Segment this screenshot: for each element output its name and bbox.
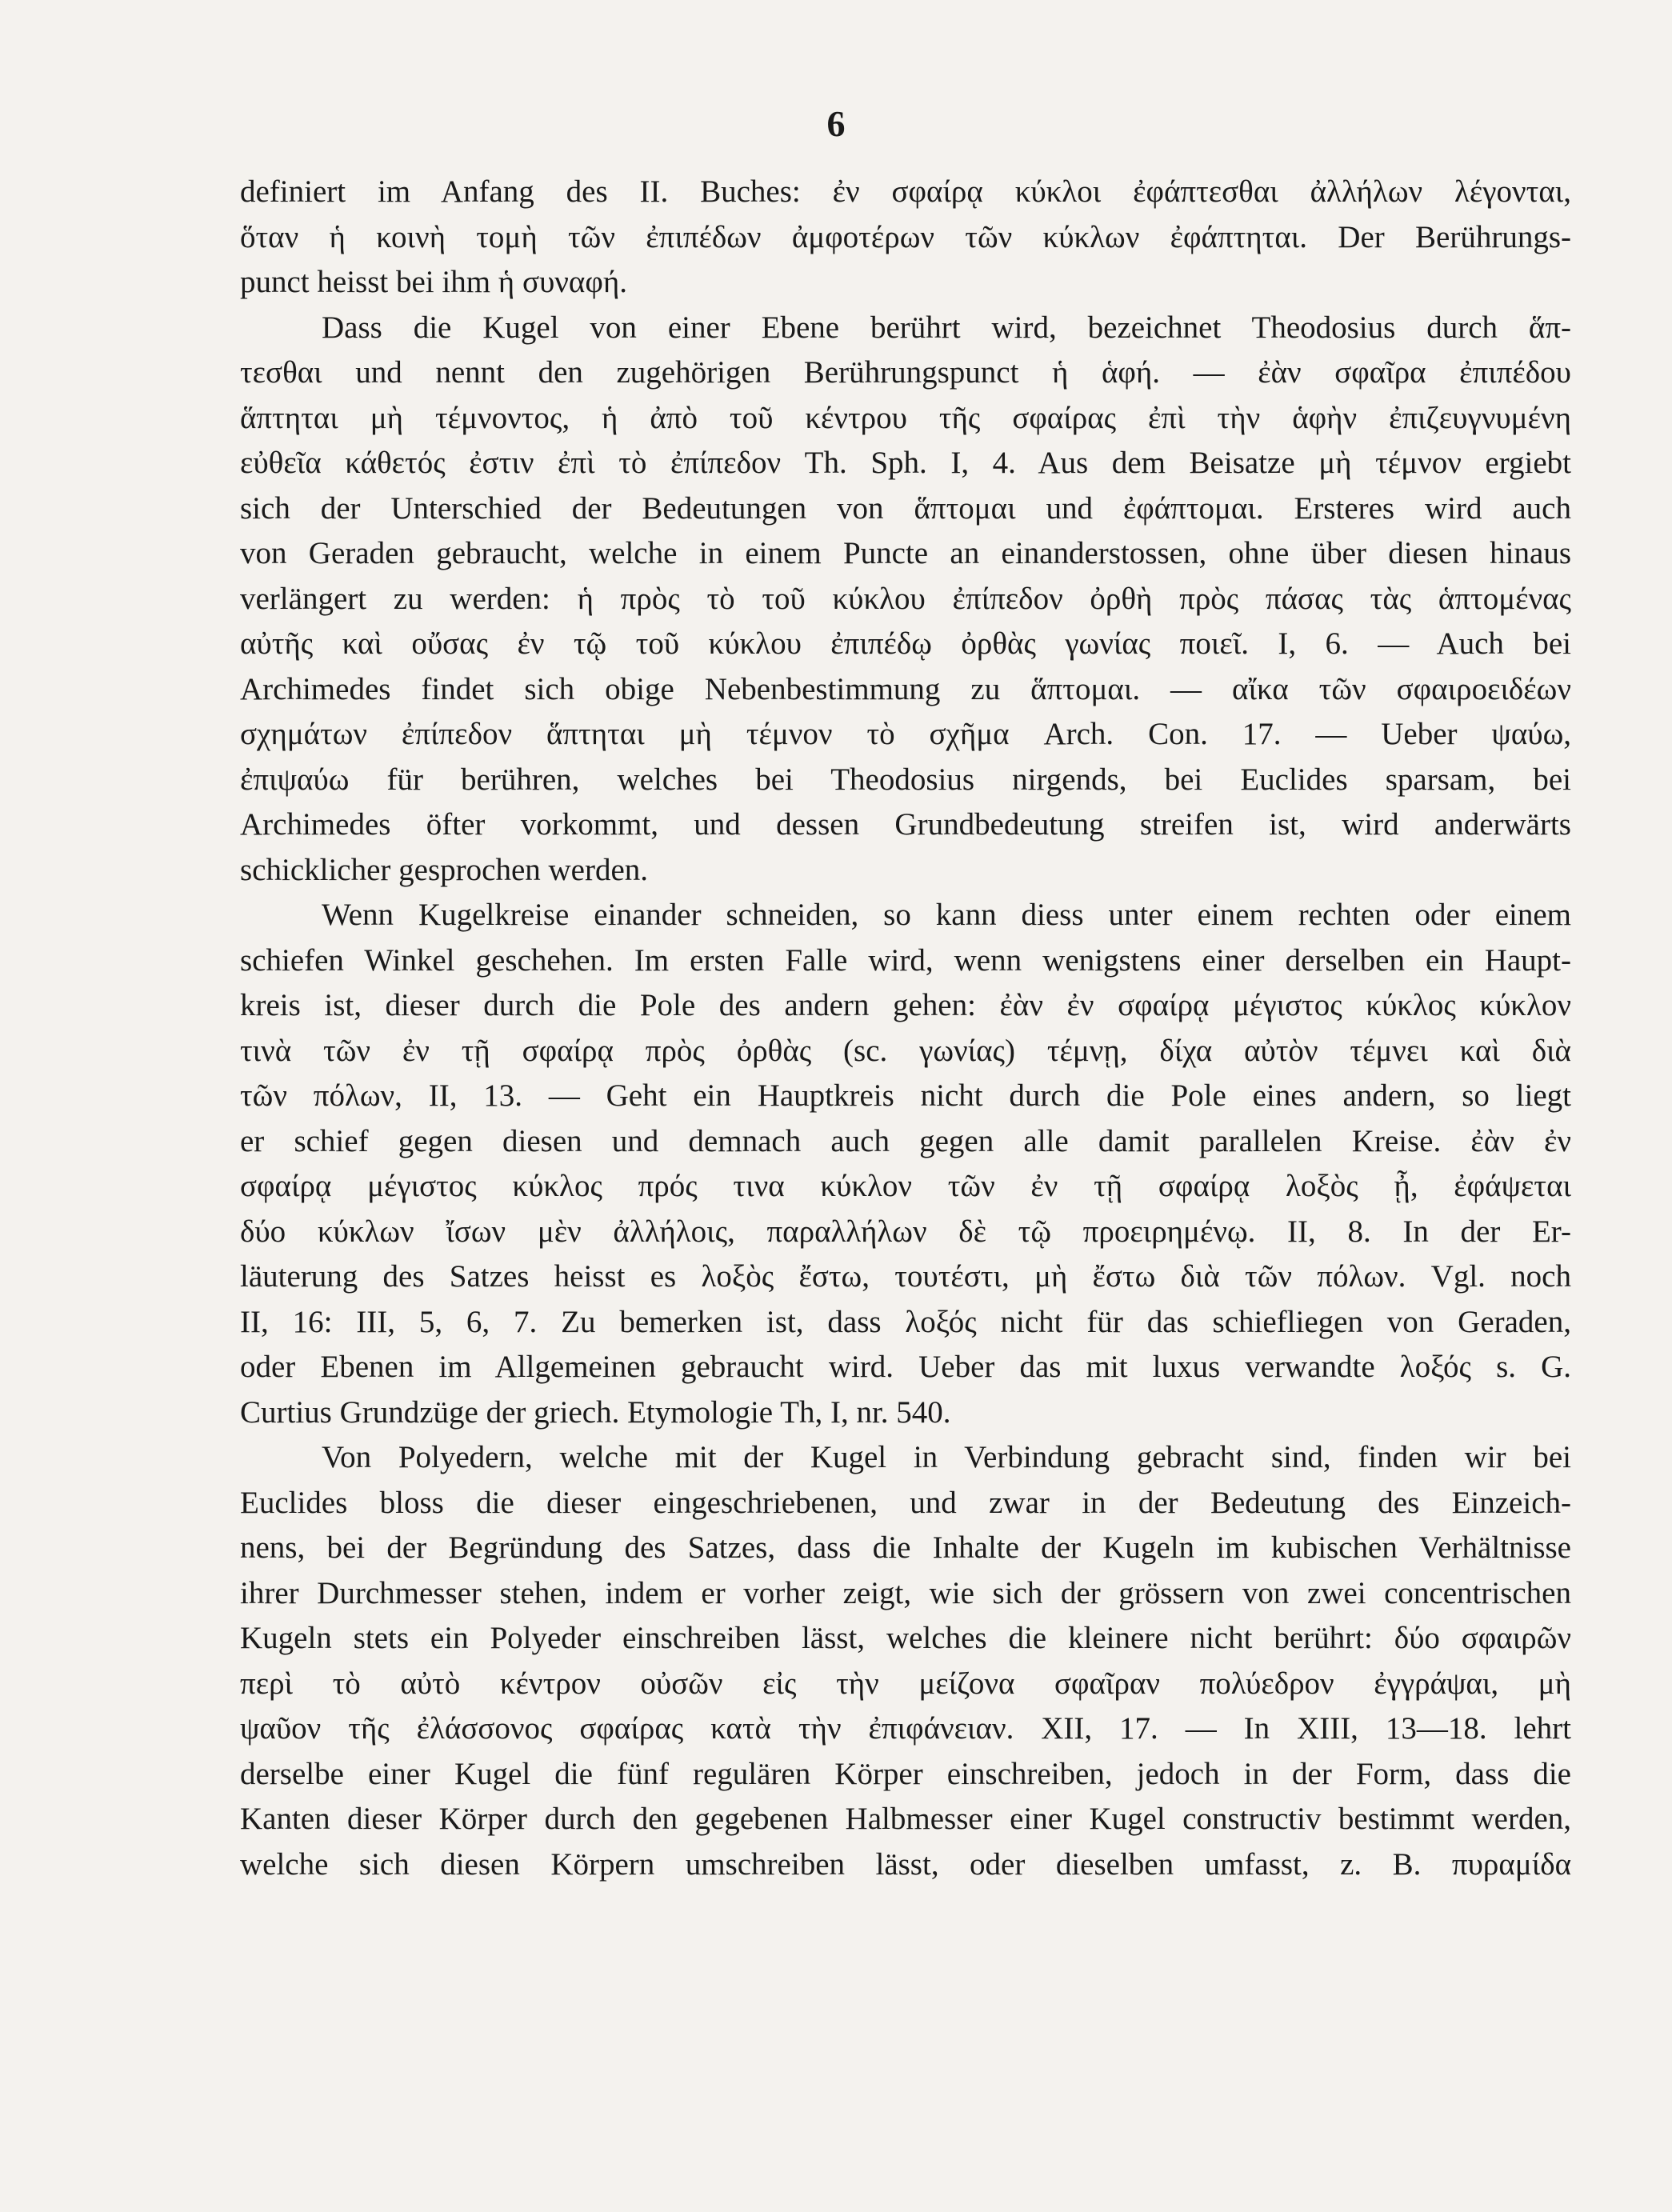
text-line: oder Ebenen im Allgemeinen gebraucht wird. Ueber das mit luxus verwandte λοξός s. G. xyxy=(240,1350,1571,1384)
text-line: σφαίρᾳ μέγιστος κύκλος πρός τινα κύκλον τῶν ἐν τῇ σφαίρᾳ λοξὸς ᾖ, ἐφάψεται xyxy=(240,1169,1571,1203)
text-line: ψαῦον τῆς ἐλάσσονος σφαίρας κατὰ τὴν ἐπιφάνειαν. XII, 17. — In XIII, 13—18. lehrt xyxy=(240,1711,1571,1746)
text-line: ἅπτηται μὴ τέμνοντος, ἡ ἀπὸ τοῦ κέντρου τῆς σφαίρας ἐπὶ τὴν ἁφὴν ἐπιζευγνυμένη xyxy=(240,400,1571,435)
text-line: läuterung des Satzes heisst es λοξὸς ἔστω, τουτέστι, μὴ ἔστω διὰ τῶν πόλων. Vgl. noch xyxy=(240,1259,1571,1294)
text-line: ihrer Durchmesser stehen, indem er vorher zeigt, wie sich der grössern von zwei concentrischen xyxy=(240,1575,1571,1610)
paragraph-4 xyxy=(240,1435,1571,1887)
text-line: Wenn Kugelkreise einander schneiden, so kann diess unter einem rechten oder einem xyxy=(322,898,1571,932)
text-line: von Geraden gebraucht, welche in einem Puncte an einanderstossen, ohne über diesen hinaus xyxy=(240,536,1571,570)
text-line: verlängert zu werden: ἡ πρὸς τὸ τοῦ κύκλου ἐπίπεδον ὀρθὴ πρὸς πάσας τὰς ἁπτομένας xyxy=(240,581,1571,616)
text-line: welche sich diesen Körpern umschreiben lässt, oder dieselben umfasst, z. B. πυραμίδα xyxy=(240,1846,1571,1882)
text-line: kreis ist, dieser durch die Pole des andern gehen: ἐὰν ἐν σφαίρᾳ μέγιστος κύκλος κύκλον xyxy=(240,988,1571,1022)
text-line: schiefen Winkel geschehen. Im ersten Falle wird, wenn wenigstens einer derselben ein Haupt- xyxy=(240,942,1571,978)
text-line: Kanten dieser Körper durch den gegebenen Halbmesser einer Kugel constructiv bestimmt werden, xyxy=(240,1802,1571,1836)
text-line: εὐθεῖα κάθετός ἐστιν ἐπὶ τὸ ἐπίπεδον Th. Sph. I, 4. Aus dem Beisatze μὴ τέμνον ergiebt xyxy=(240,446,1571,480)
text-line: περὶ τὸ αὐτὸ κέντρον οὐσῶν εἰς τὴν μείζονα σφαῖραν πολύεδρον ἐγγράψαι, μὴ xyxy=(240,1666,1571,1701)
text-line: derselbe einer Kugel die fünf regulären Körper einschreiben, jedoch in der Form, dass die xyxy=(240,1756,1571,1791)
text-line: Von Polyedern, welche mit der Kugel in Verbindung gebracht sind, finden wir bei xyxy=(322,1440,1571,1474)
text-line: er schief gegen diesen und demnach auch gegen alle damit parallelen Kreise. ἐὰν ἐν xyxy=(240,1123,1571,1158)
text-line: Kugeln stets ein Polyeder einschreiben lässt, welches die kleinere nicht berührt: δύο σφαιρῶν xyxy=(240,1621,1571,1655)
text-line: sich der Unterschied der Bedeutungen von ἅπτομαι und ἐφάπτομαι. Ersteres wird auch xyxy=(240,490,1571,526)
page-number: 6 xyxy=(826,103,846,144)
text-line: αὐτῆς καὶ οὔσας ἐν τῷ τοῦ κύκλου ἐπιπέδῳ ὀρθὰς γωνίας ποιεῖ. I, 6. — Auch bei xyxy=(240,626,1571,661)
text-line: punct heisst bei ihm ἡ συναφή. xyxy=(240,265,627,299)
text-line: ὅταν ἡ κοινὴ τομὴ τῶν ἐπιπέδων ἀμφοτέρων τῶν κύκλων ἐφάπτηται. Der Berührungs- xyxy=(240,219,1571,254)
text-line: τινὰ τῶν ἐν τῇ σφαίρᾳ πρὸς ὀρθὰς (sc. γωνίας) τέμνῃ, δίχα αὐτὸν τέμνει καὶ διὰ xyxy=(240,1033,1571,1068)
text-line: II, 16: III, 5, 6, 7. Zu bemerken ist, dass λοξός nicht für das schiefliegen von Geraden, xyxy=(240,1304,1571,1339)
paragraph-2 xyxy=(240,306,1571,894)
text-line: nens, bei der Begründung des Satzes, dass die Inhalte der Kugeln im kubischen Verhältnisse xyxy=(240,1530,1571,1565)
body-text xyxy=(240,170,1571,1887)
text-line: definiert im Anfang des II. Buches: ἐν σφαίρᾳ κύκλοι ἐφάπτεσθαι ἀλλήλων λέγονται, xyxy=(240,174,1571,209)
text-line: Archimedes findet sich obige Nebenbestimmung zu ἅπτομαι. — αἴκα τῶν σφαιροειδέων xyxy=(240,671,1571,706)
text-line: τῶν πόλων, II, 13. — Geht ein Hauptkreis nicht durch die Pole eines andern, so liegt xyxy=(240,1078,1571,1113)
text-line: δύο κύκλων ἴσων μὲν ἀλλήλοις, παραλλήλων δὲ τῷ προειρημένῳ. II, 8. In der Er- xyxy=(240,1214,1571,1249)
text-line: schicklicher gesprochen werden. xyxy=(240,852,649,887)
text-line: ἐπιψαύω für berühren, welches bei Theodosius nirgends, bei Euclides sparsam, bei xyxy=(240,762,1571,797)
text-line: Euclides bloss die dieser eingeschriebenen, und zwar in der Bedeutung des Einzeich- xyxy=(240,1485,1571,1520)
text-line: Dass die Kugel von einer Ebene berührt wird, bezeichnet Theodosius durch ἅπ- xyxy=(322,310,1571,345)
text-line: Archimedes öfter vorkommt, und dessen Grundbedeutung streifen ist, wird anderwärts xyxy=(240,807,1571,842)
paragraph-3 xyxy=(240,893,1571,1435)
text-line: σχημάτων ἐπίπεδον ἅπτηται μὴ τέμνον τὸ σχῆμα Arch. Con. 17. — Ueber ψαύω, xyxy=(240,717,1571,751)
text-line: Curtius Grundzüge der griech. Etymologie Th, I, nr. 540. xyxy=(240,1394,951,1430)
paragraph-1 xyxy=(240,170,1571,306)
text-line: τεσθαι und nennt den zugehörigen Berührungspunct ἡ ἁφή. — ἐὰν σφαῖρα ἐπιπέδου xyxy=(240,355,1571,390)
